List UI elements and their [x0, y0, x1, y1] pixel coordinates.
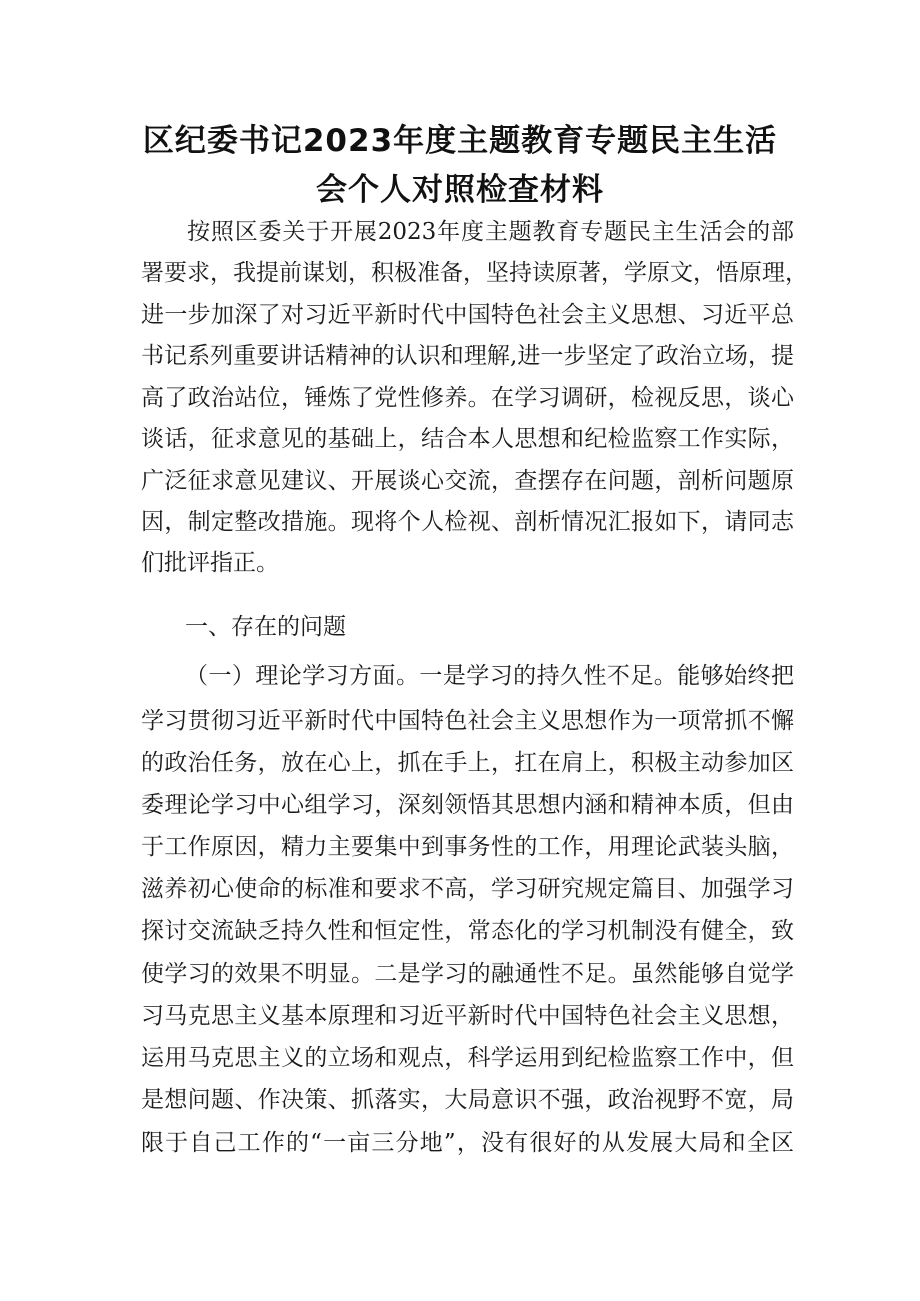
theory-line: 滋养初心使命的标准和要求不高，学习研究规定篇目、加强学习 [141, 876, 794, 902]
theory-line: （一）理论学习方面。一是学习的持久性不足。能够始终把 [185, 663, 794, 689]
document-title-line-1: 区纪委书记2023年度主题教育专题民主生活 [142, 123, 778, 159]
intro-line: 因，制定整改措施。现将个人检视、剖析情况汇报如下，请同志 [141, 509, 794, 535]
intro-line: 署要求，我提前谋划，积极准备，坚持读原著，学原文，悟原理， [141, 260, 808, 286]
intro-line: 广泛征求意见建议、开展谈心交流，查摆存在问题，剖析问题原 [141, 468, 794, 494]
theory-line: 是想问题、作决策、抓落实，大局意识不强，政治视野不宽，局 [141, 1087, 794, 1113]
theory-line: 委理论学习中心组学习，深刻领悟其思想内涵和精神本质，但由 [141, 792, 794, 818]
intro-line: 进一步加深了对习近平新时代中国特色社会主义思想、习近平总 [141, 302, 794, 328]
theory-line: 学习贯彻习近平新时代中国特色社会主义思想作为一项常抓不懈 [141, 708, 794, 734]
intro-line: 谈话，征求意见的基础上，结合本人思想和纪检监察工作实际， [141, 426, 794, 452]
theory-line: 使学习的效果不明显。二是学习的融通性不足。虽然能够自觉学 [141, 961, 794, 987]
theory-line: 运用马克思主义的立场和观点，科学运用到纪检监察工作中，但 [141, 1045, 794, 1071]
theory-line: 习马克思主义基本原理和习近平新时代中国特色社会主义思想， [141, 1003, 794, 1029]
intro-line: 按照区委关于开展2023年度主题教育专题民主生活会的部 [187, 219, 794, 245]
document-title-line-2: 会个人对照检查材料 [316, 172, 604, 208]
theory-line: 的政治任务，放在心上，抓在手上，扛在肩上，积极主动参加区 [141, 750, 794, 776]
theory-line: 限于自己工作的“一亩三分地”，没有很好的从发展大局和全区 [141, 1130, 794, 1156]
intro-line: 书记系列重要讲话精神的认识和理解,进一步坚定了政治立场，提 [141, 343, 794, 369]
section-heading: 一、存在的问题 [185, 614, 346, 640]
intro-line: 们批评指正。 [141, 550, 279, 576]
intro-line: 高了政治站位，锤炼了党性修养。在学习调研，检视反思，谈心 [141, 385, 794, 411]
theory-line: 于工作原因，精力主要集中到事务性的工作，用理论武装头脑， [141, 834, 794, 860]
theory-line: 探讨交流缺乏持久性和恒定性，常态化的学习机制没有健全，致 [141, 918, 794, 944]
